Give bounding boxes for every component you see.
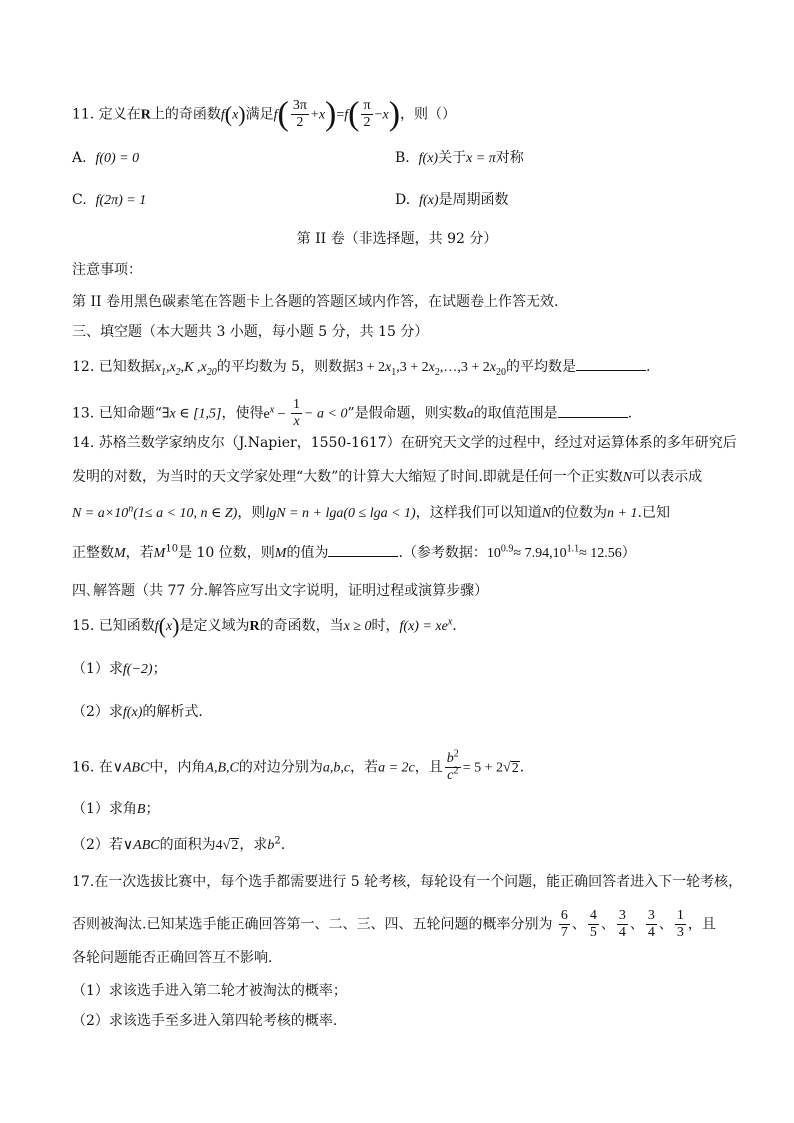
q17-part-2: （2）求该选手至多进入第四轮考核的概率. [72,1013,338,1029]
fraction-pi-2: $\frac{\pi}{2}$ [363,98,371,130]
fraction-prob-4: $\frac{3}{4}$ [647,908,655,940]
q12-transformed-list: $3 + 2x_1,3$ + $2x_2,\dots,3 + 2x_{20}$ [356,360,506,378]
q14-line-3: $N = a\times 10^n(1\le a < 10$, n ∈ Z)，则lgN = n + lga(0 ≤ lga < 1)，这样我们可以知道N的位数为n + 1.已知 [72,503,670,521]
q16-stem: 16. 在∨ABC中，内角A,B,C的对边分别为a,b,c，若a = 2c，且 $\frac{b^2}{c^2}$ = 5 + 2√2. [72,748,525,783]
q15-part-1: （1）求f(−2)； [72,661,167,677]
q17-line-3: 各轮问题能否正确回答互不影响. [72,950,273,966]
answer-blank [328,544,398,557]
q15-stem: 15. 已知函数f(x)是定义域为R的奇函数，当x ≥ 0时，$f(x) = xe^x$. [72,613,457,638]
q11-option-d: D. f(x)是周期函数 [395,192,509,208]
q14-line-4: 正整数M，若$M^{10}$是 10 位数，则M的值为 .（参考数据：$10^{0.9}\approx 7.94,10^{1.1}\approx 12.56$） [72,543,636,561]
fraction-1-x: $\frac{1}{x}$ [293,397,301,429]
q11-option-b: B. f(x)关于x = π对称 [395,150,524,166]
answer-section-heading: 四､解答题（共 77 分.解答应写出文字说明，证明过程或演算步骤） [72,583,489,599]
q17-line-2: 否则被淘汰.已知某选手能正确回答第一、二、三、四、五轮问题的概率分别为 $\frac{6}{7}$ 、 $\frac{4}{5}$ 、 $\frac{3}{4}$ 、 $\frac{3}{4}$ 、 $\frac{1}{3}$ ，且 [72,908,716,940]
q14-line-1: 14. 苏格兰数学家纳皮尔（J.Napier，1550-1617）在研究天文学的过程中，经过对运算体系的多年研究后 [72,435,737,451]
answer-blank [576,358,646,371]
q16-part-2: （2）若∨ABC的面积为4√2，求$b^2$. [72,835,286,853]
q16-part-1: （1）求角B； [72,801,160,817]
fraction-3pi-2: $\frac{3\pi}{2}$ [292,98,307,130]
fraction-prob-3: $\frac{3}{4}$ [618,908,626,940]
fraction-prob-1: $\frac{6}{7}$ [560,908,568,940]
q11-stem: 11. 定义在R上的奇函数f(x)满足f( $\frac{3\pi}{2}$ +x)=f( $\frac{\pi}{2}$ −x)，则（） [72,95,457,133]
q11-option-a: A. f(0) = 0 [72,150,140,166]
q17-part-1: （1）求该选手进入第二轮才被淘汰的概率； [72,983,347,999]
q12-data-list: $x_1,x_2,K$ $,x_{20}$ [154,360,217,378]
fill-section-heading: 三、填空题（本大题共 3 小题，每小题 5 分，共 15 分） [72,324,429,340]
notice-body: 第 II 卷用黑色碳素笔在答题卡上各题的答题区域内作答，在试题卷上作答无效. [72,294,559,310]
fraction-b2-c2: $\frac{b^2}{c^2}$ [446,748,459,783]
q13: 13. 已知命题“∃x ∈ [1,5]，使得$e^x$ − $\frac{1}{x}$ − a < 0”是假命题，则实数a的取值范围是 . [72,397,633,429]
q14-line-2: 发明的对数，为当时的天文学家处理“大数”的计算大大缩短了时间.即就是任何一个正实数N可以表示成 [72,469,703,485]
fraction-prob-2: $\frac{4}{5}$ [589,908,597,940]
q17-line-1: 17.在一次选拔比赛中，每个选手都需要进行 5 轮考核，每轮设有一个问题，能正确回答者进入下一轮考核， [72,874,743,890]
q12: 12. 已知数据$x_1,x_2,K$ $,x_{20}$的平均数为 5，则数据$3 + 2x_1,3$ + $2x_2,\dots,3 + 2x_{20}$的平均数是 . [72,359,651,378]
q11-option-c: C. f(2π) = 1 [72,192,147,208]
q15-part-2: （2）求f(x)的解析式. [72,704,203,720]
fraction-prob-5: $\frac{1}{3}$ [676,908,684,940]
answer-blank [558,405,628,418]
section-2-title: 第 II 卷（非选择题，共 92 分） [296,231,498,247]
notice-heading: 注意事项： [72,262,142,278]
